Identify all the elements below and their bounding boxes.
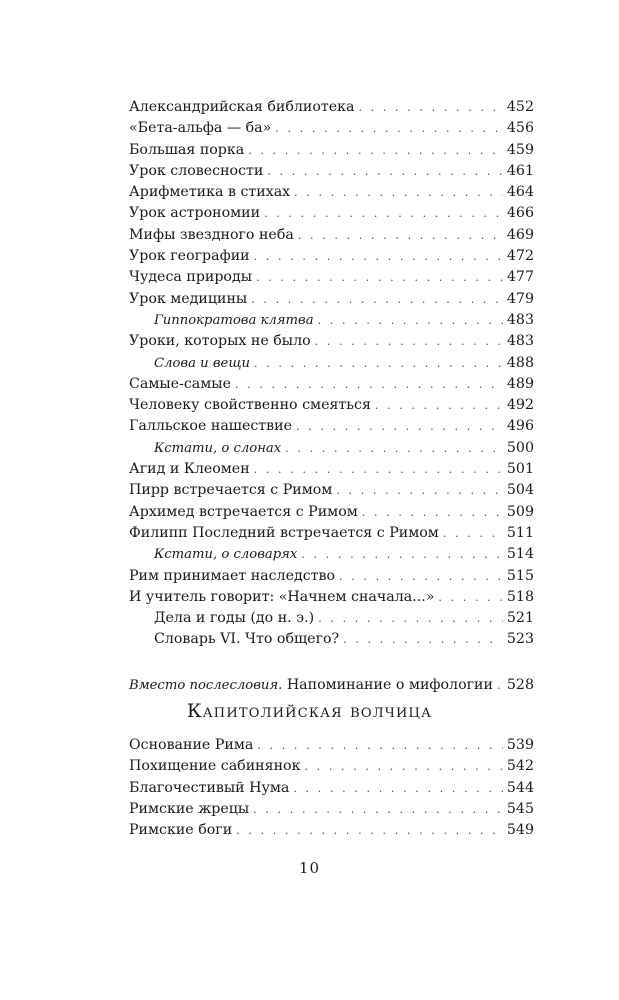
toc-entry-title: Гиппократова клятва bbox=[154, 312, 314, 328]
toc-entry-page: 501 bbox=[506, 461, 534, 478]
leader-dots bbox=[339, 566, 503, 587]
toc-entry bbox=[129, 566, 534, 587]
toc-entry bbox=[129, 735, 534, 756]
toc-entry-title: Слова и вещи bbox=[154, 355, 251, 371]
toc-entry-page: 496 bbox=[506, 418, 534, 435]
toc-entry bbox=[129, 756, 534, 777]
toc-entry bbox=[129, 267, 534, 288]
toc-entry-page: 489 bbox=[506, 375, 534, 392]
toc-entry bbox=[129, 416, 534, 437]
toc-entry bbox=[129, 502, 534, 523]
toc-entry-page: 511 bbox=[506, 524, 534, 541]
toc-entry bbox=[129, 161, 534, 182]
toc-entry-page: 461 bbox=[506, 162, 534, 179]
toc-entry-page: 509 bbox=[506, 503, 534, 520]
toc-entry bbox=[129, 225, 534, 246]
toc-entry-title: Урок словесности bbox=[129, 162, 264, 179]
toc-entry-page: 518 bbox=[506, 588, 534, 605]
toc-entry-title: Словарь VI. Что общего? bbox=[154, 631, 340, 648]
toc-entry bbox=[129, 480, 534, 501]
leader-dots bbox=[318, 310, 503, 331]
toc-entry-title: Кстати, о словарях bbox=[154, 547, 298, 563]
toc-entry-title: Александрийская библиотека bbox=[129, 99, 355, 115]
toc-entry-title: Самые-самые bbox=[129, 375, 231, 392]
toc-entry-title: «Бета-альфа — ба» bbox=[129, 120, 272, 137]
toc-entry bbox=[129, 820, 534, 841]
toc-entry bbox=[129, 799, 534, 820]
toc-entry-title: Похищение сабинянок bbox=[129, 758, 301, 775]
leader-dots bbox=[294, 182, 503, 203]
leader-dots bbox=[254, 353, 503, 374]
toc-entry-page: 472 bbox=[506, 248, 534, 265]
toc-entry-title: Римские боги bbox=[129, 822, 233, 839]
toc-entry-title: Урок географии bbox=[129, 248, 250, 265]
toc-entry-page: 544 bbox=[506, 779, 534, 796]
toc-entry-page: 545 bbox=[506, 800, 534, 817]
leader-dots bbox=[358, 97, 502, 118]
toc-entry-page: 477 bbox=[506, 269, 534, 286]
leader-dots bbox=[315, 331, 503, 352]
toc-entry-page: 500 bbox=[506, 439, 534, 456]
toc-entry-title: Архимед встречается с Римом bbox=[129, 503, 358, 520]
toc-entry bbox=[129, 140, 534, 161]
toc-entry-title: Основание Рима bbox=[129, 737, 254, 753]
toc-entry-page: 521 bbox=[506, 610, 534, 627]
toc-entry-afterword bbox=[129, 675, 534, 696]
leader-dots bbox=[256, 267, 503, 288]
afterword-entry-wrap bbox=[129, 675, 534, 696]
toc-subentry bbox=[129, 629, 534, 650]
leader-dots bbox=[362, 502, 503, 523]
toc-entry bbox=[129, 587, 534, 608]
leader-dots bbox=[285, 438, 503, 459]
toc-entry-title: Человеку свойственно смеяться bbox=[129, 397, 371, 414]
toc-entry-page: 514 bbox=[506, 546, 534, 563]
toc-entry bbox=[129, 246, 534, 267]
toc-entry-page: 479 bbox=[506, 290, 534, 307]
leader-dots bbox=[301, 544, 503, 565]
toc-entry-page: 452 bbox=[506, 99, 534, 115]
toc-entry-title: Урок медицины bbox=[129, 290, 248, 307]
toc-entry-page: 523 bbox=[506, 631, 534, 648]
leader-dots bbox=[254, 459, 503, 480]
toc-entry-title: Пирр встречается с Римом bbox=[129, 482, 333, 499]
afterword-title: Напоминание о мифологии bbox=[286, 677, 493, 693]
toc-entry-title: Мифы звездного неба bbox=[129, 226, 294, 243]
toc-entry-page: 549 bbox=[506, 822, 534, 839]
leader-dots bbox=[235, 374, 503, 395]
toc-entry bbox=[129, 289, 534, 310]
toc-entry-page: 456 bbox=[506, 120, 534, 137]
toc-entry-title: Римские жрецы bbox=[129, 800, 250, 817]
toc-entry bbox=[129, 395, 534, 416]
toc-entry-title: Рим принимает наследство bbox=[129, 567, 336, 584]
toc-subentry bbox=[129, 310, 534, 331]
toc-subentry bbox=[129, 544, 534, 565]
leader-dots bbox=[336, 480, 503, 501]
leader-dots bbox=[275, 118, 503, 139]
toc-entry-title: Чудеса природы bbox=[129, 269, 253, 286]
leader-dots bbox=[267, 161, 503, 182]
section-heading: Капитолийская волчица bbox=[186, 700, 433, 722]
leader-dots bbox=[296, 416, 503, 437]
toc-entry-page: 528 bbox=[506, 677, 534, 693]
toc-entry bbox=[129, 118, 534, 139]
toc-entry-title: Агид и Клеомен bbox=[129, 461, 250, 478]
afterword-prefix: Вместо послесловия. bbox=[129, 678, 283, 693]
leader-dots bbox=[318, 608, 503, 629]
toc-entry-page: 542 bbox=[506, 758, 534, 775]
toc-entry bbox=[129, 97, 534, 118]
toc-entry bbox=[129, 203, 534, 224]
leader-dots bbox=[497, 675, 503, 696]
table-of-contents bbox=[129, 97, 534, 651]
toc-entry-page: 504 bbox=[506, 482, 534, 499]
toc-entry-title: Уроки, которых не было bbox=[129, 333, 311, 350]
toc-entry-title: Урок астрономии bbox=[129, 205, 261, 222]
toc-entry-title: Галльское нашествие bbox=[129, 418, 292, 435]
leader-dots bbox=[254, 246, 503, 267]
toc-entry-title: Филипп Последний встречается с Римом bbox=[129, 524, 439, 541]
leader-dots bbox=[253, 799, 503, 820]
toc-entry-page: 488 bbox=[506, 354, 534, 371]
toc-subentry bbox=[129, 438, 534, 459]
toc-entry-page: 539 bbox=[506, 737, 534, 753]
toc-entry bbox=[129, 331, 534, 352]
leader-dots bbox=[293, 778, 503, 799]
leader-dots bbox=[257, 735, 503, 756]
toc-entry bbox=[129, 182, 534, 203]
toc-entry-page: 483 bbox=[506, 311, 534, 328]
leader-dots bbox=[236, 820, 503, 841]
page-number: 10 bbox=[298, 859, 321, 877]
leader-dots bbox=[343, 629, 503, 650]
toc-entry bbox=[129, 778, 534, 799]
toc-entry-page: 515 bbox=[506, 567, 534, 584]
toc-entry-page: 459 bbox=[506, 141, 534, 158]
toc-entry-page: 469 bbox=[506, 226, 534, 243]
leader-dots bbox=[248, 140, 503, 161]
toc-entry-title: Дела и годы (до н. э.) bbox=[154, 610, 315, 627]
toc-subentry bbox=[129, 608, 534, 629]
leader-dots bbox=[264, 203, 503, 224]
toc-entry-page: 492 bbox=[506, 397, 534, 414]
toc-entry bbox=[129, 374, 534, 395]
leader-dots bbox=[443, 523, 503, 544]
leader-dots bbox=[298, 225, 503, 246]
toc-entry bbox=[129, 523, 534, 544]
toc-entry-title: Благочестивый Нума bbox=[129, 779, 290, 796]
toc-entry-title: Арифметика в стихах bbox=[129, 184, 291, 201]
toc-entry-title: Кстати, о слонах bbox=[154, 440, 282, 456]
leader-dots bbox=[251, 289, 503, 310]
section-table-of-contents bbox=[129, 735, 534, 841]
leader-dots bbox=[304, 756, 502, 777]
toc-entry-page: 466 bbox=[506, 205, 534, 222]
leader-dots bbox=[438, 587, 503, 608]
toc-entry-title: И учитель говорит: «Начнем сначала...» bbox=[129, 588, 435, 605]
toc-entry bbox=[129, 459, 534, 480]
toc-entry-page: 483 bbox=[506, 333, 534, 350]
toc-entry-page: 464 bbox=[506, 184, 534, 201]
leader-dots bbox=[375, 395, 503, 416]
toc-subentry bbox=[129, 353, 534, 374]
toc-entry-title bbox=[129, 675, 493, 696]
toc-entry-title: Большая порка bbox=[129, 141, 245, 158]
